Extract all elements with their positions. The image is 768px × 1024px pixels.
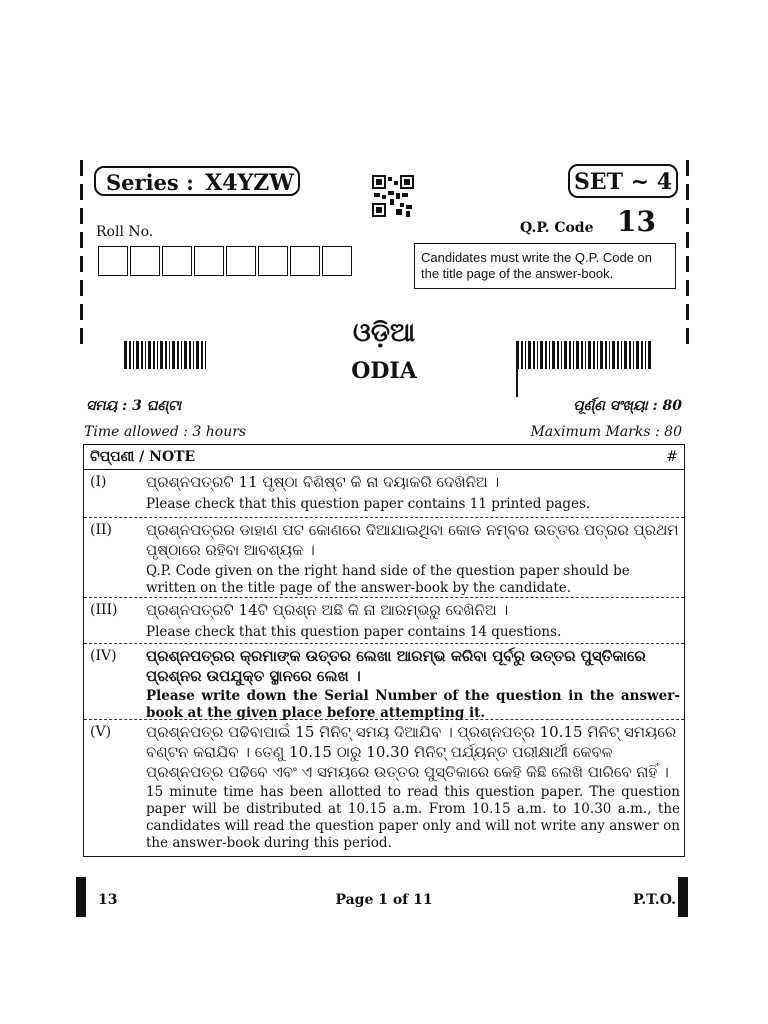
- note-item: [84, 470, 684, 518]
- series-box: [94, 166, 300, 196]
- note-item-number: (IV): [90, 648, 117, 664]
- max-marks-odia: ପୂର୍ଣ୍ଣ ସଂଖ୍ୟା : 80: [573, 398, 682, 414]
- note-item-number: (III): [90, 602, 118, 618]
- note-item-number: (II): [90, 522, 112, 538]
- note-item-odia: ପ୍ରଶ୍ନପତ୍ରର ଡାହାଣ ପଟ କୋଣରେ ଦିଆଯାଇଥିବା କୋଡ ନମ୍ବର ଉତ୍ତର ପତ୍ରର ପ୍ରଥମ ପୃଷ୍ଠାରେ ରହିବା ଆବଶ୍ୟକ ।: [146, 521, 679, 559]
- footer-pto: P.T.O.: [633, 892, 676, 908]
- roll-no-box[interactable]: [162, 246, 192, 276]
- roll-no-label: Roll No.: [96, 224, 154, 240]
- note-item-number: (V): [90, 724, 112, 740]
- subject-title-english: ODIA: [351, 358, 417, 384]
- note-item: [84, 598, 684, 644]
- time-allowed-english: Time allowed : 3 hours: [84, 424, 247, 440]
- series-label: Series :: [106, 170, 194, 195]
- roll-no-box[interactable]: [226, 246, 256, 276]
- max-marks-english: Maximum Marks : 80: [530, 424, 682, 440]
- note-item-odia: ପ୍ରଶ୍ନପତ୍ରଟି 14ଟି ପ୍ରଶ୍ନ ଅଛି କି ନା ଆରମ୍ଭରୁ ଦେଖିନିଅ ।: [146, 601, 509, 619]
- note-item-odia: ପ୍ରଶ୍ନପତ୍ରର କ୍ରମାଙ୍କ ଉତ୍ତର ଲେଖା ଆରମ୍ଭ କରିବା ପୂର୍ବରୁ ଉତ୍ତର ପୁସ୍ତିକାରେ ପ୍ରଶ୍ନର ଉପଯୁକ୍ତ ସ୍ଥାନରେ ଲେଖ ।: [146, 647, 646, 685]
- note-item-english: Please check that this question paper contains 11 printed pages.: [146, 496, 591, 512]
- note-item: [84, 644, 684, 720]
- qp-code-label: Q.P. Code: [520, 220, 594, 236]
- roll-no-boxes[interactable]: [98, 246, 354, 276]
- qr-code-icon: [372, 175, 414, 217]
- note-item-odia: ପ୍ରଶ୍ନପତ୍ରଟି 11 ପୃଷ୍ଠା ବିଶିଷ୍ଟ କି ନା ଦୟାକରି ଦେଖିନିଅ ।: [146, 473, 500, 491]
- roll-no-box[interactable]: [194, 246, 224, 276]
- candidate-instruction-box: Candidates must write the Q.P. Code on the title page of the answer-book.: [414, 243, 676, 289]
- note-heading: [84, 445, 684, 470]
- set-box: SET ~ 4: [568, 164, 678, 198]
- roll-no-box[interactable]: [258, 246, 288, 276]
- note-item: [84, 720, 684, 855]
- subject-title-odia: ଓଡ଼ିଆ: [352, 318, 416, 348]
- note-item-english: Please check that this question paper contains 14 questions.: [146, 624, 562, 640]
- series-code: X4YZW: [205, 170, 294, 196]
- note-item-number: (I): [90, 474, 107, 490]
- roll-no-box[interactable]: [130, 246, 160, 276]
- note-table: [83, 444, 685, 857]
- note-item-english: 15 minute time has been allotted to read this question paper. The question paper will be distributed at 10.15 a.m. From 10.15 a.m. to 10.30 a.m., the candidates will read the question paper only and will not write any answer on the answer-book during this period.: [146, 784, 680, 851]
- time-allowed-odia: ସମୟ : 3 ଘଣ୍ଟା: [86, 398, 182, 414]
- roll-no-box[interactable]: [290, 246, 320, 276]
- roll-no-box[interactable]: [98, 246, 128, 276]
- note-item-odia: ପ୍ରଶ୍ନପତ୍ର ପଢିବାପାଇଁ 15 ମିନିଟ୍ ସମୟ ଦିଆଯିବ । ପ୍ରଶ୍ନପତ୍ର 10.15 ମିନିଟ୍ ସମୟରେ ବଣ୍ଟନ କରାଯିବ । ତେଣୁ 10.15 ଠାରୁ 10.30 ମିନିଟ୍ ପର୍ଯ୍ୟନ୍ତ ପରୀକ୍ଷାର୍ଥୀ କେବଳ ପ୍ରଶ୍ନପତ୍ର ପଢିବେ ଏବଂ ଏ ସମୟରେ ଉତ୍ତର ପୁସ୍ତିକାରେ କେହି କିଛି ଲେଖି ପାରିବେ ନାହିଁ ।: [146, 723, 677, 781]
- footer-page-number: Page 1 of 11: [335, 892, 433, 908]
- qp-code-value: 13: [617, 205, 656, 238]
- note-item: [84, 518, 684, 598]
- note-hash: #: [666, 449, 678, 465]
- note-item-english: Q.P. Code given on the right hand side of the question paper should be written on the title page of the answer-book by the candidate.: [146, 563, 630, 596]
- footer-qp-code: 13: [98, 892, 118, 908]
- roll-no-box[interactable]: [322, 246, 352, 276]
- note-heading-text: ଟିପ୍ପଣୀ / NOTE: [90, 449, 196, 465]
- note-item-english: Please write down the Serial Number of the question in the answer-book at the given place before attempting it.: [146, 688, 680, 721]
